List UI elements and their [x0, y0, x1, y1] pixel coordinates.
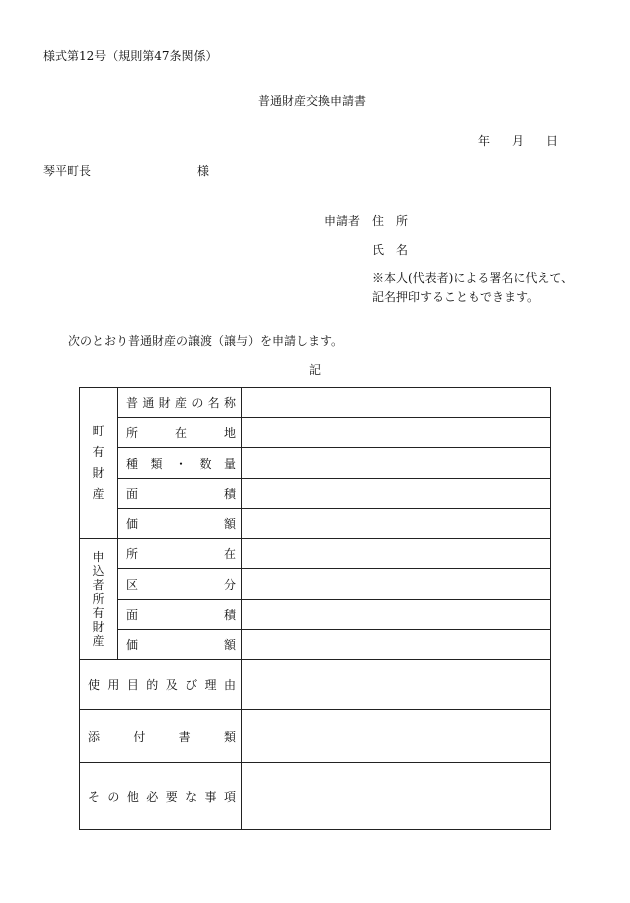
value-field[interactable]: [242, 569, 551, 600]
label-char: 的: [146, 678, 159, 692]
value-field[interactable]: [242, 388, 551, 418]
label-char: 理: [204, 678, 217, 692]
label-char: 称: [223, 396, 236, 410]
label-char: 在: [174, 426, 187, 440]
value-field[interactable]: [242, 630, 551, 660]
label-char: な: [185, 789, 198, 804]
row-label: [118, 509, 242, 539]
label-char: 分: [223, 577, 236, 592]
label-char: 産: [174, 396, 187, 410]
label-char: 額: [223, 638, 236, 652]
label-char: 種: [126, 456, 139, 471]
applicant-name-label: 氏 名: [372, 243, 409, 257]
label-char: 類: [150, 456, 163, 471]
value-field[interactable]: [242, 710, 551, 763]
group-char: 所: [92, 592, 105, 606]
group-char: 産: [92, 634, 105, 648]
label-char: び: [185, 678, 198, 692]
group-char: 有: [92, 445, 105, 459]
table-row: [80, 418, 551, 448]
label-char: 面: [126, 608, 139, 622]
row-label: [118, 418, 242, 448]
label-char: 価: [126, 517, 139, 531]
group-char: 財: [92, 620, 105, 634]
group-char: 有: [92, 606, 105, 620]
row-label: [118, 448, 242, 479]
group-label: [80, 539, 118, 660]
label-char: 通: [142, 396, 155, 410]
label-char: 価: [126, 638, 139, 652]
value-field[interactable]: [242, 418, 551, 448]
label-char: 目: [126, 678, 139, 692]
label-char: 積: [223, 608, 236, 622]
table-row: [80, 448, 551, 479]
label-char: の: [107, 789, 120, 804]
table-row: [80, 660, 551, 710]
label-char: 普: [126, 396, 139, 410]
row-label: [80, 710, 242, 763]
application-statement: 次のとおり普通財産の譲渡（譲与）を申請します。: [68, 334, 344, 348]
label-char: 必: [146, 789, 159, 804]
value-field[interactable]: [242, 763, 551, 830]
label-char: ・: [174, 456, 187, 471]
applicant-label: 申請者: [324, 214, 361, 228]
date-day-label: 日: [546, 134, 559, 148]
label-char: 書: [178, 729, 191, 744]
label-char: 項: [223, 789, 236, 804]
label-char: 地: [223, 426, 236, 440]
label-char: 量: [223, 456, 236, 471]
label-char: 他: [126, 789, 139, 804]
ki-heading: 記: [309, 363, 322, 377]
honorific: 様: [197, 164, 210, 178]
table-row: [80, 569, 551, 600]
label-char: そ: [88, 789, 101, 804]
label-char: 要: [165, 789, 178, 804]
row-label: [80, 660, 242, 710]
table-row: [80, 479, 551, 509]
table-row: [80, 763, 551, 830]
label-char: 用: [107, 678, 120, 692]
label-char: 財: [158, 396, 171, 410]
label-char: 面: [126, 487, 139, 501]
group-char: 込: [92, 564, 105, 578]
form-number: 様式第12号（規則第47条関係）: [43, 49, 218, 63]
date-year-label: 年: [478, 134, 491, 148]
group-char: 者: [92, 578, 105, 592]
table-row: [80, 388, 551, 418]
signature-note-line2: 記名押印することもできます。: [372, 290, 540, 304]
row-label: [80, 763, 242, 830]
date-month-label: 月: [512, 134, 525, 148]
group-char: 財: [92, 466, 105, 480]
label-char: 及: [165, 678, 178, 692]
label-char: 類: [223, 729, 236, 744]
label-char: 名: [207, 396, 220, 410]
value-field[interactable]: [242, 448, 551, 479]
label-char: 在: [223, 547, 236, 561]
value-field[interactable]: [242, 600, 551, 630]
row-label: [118, 569, 242, 600]
row-label: [118, 539, 242, 569]
application-table: [79, 387, 551, 830]
label-char: 所: [126, 547, 139, 561]
table-row: [80, 509, 551, 539]
table-row: [80, 600, 551, 630]
label-char: 積: [223, 487, 236, 501]
label-char: の: [191, 396, 204, 410]
table-row: [80, 539, 551, 569]
label-char: 数: [199, 456, 212, 471]
table-row: [80, 710, 551, 763]
row-label: [118, 630, 242, 660]
table-row: [80, 630, 551, 660]
value-field[interactable]: [242, 539, 551, 569]
label-char: 所: [126, 426, 139, 440]
value-field[interactable]: [242, 509, 551, 539]
group-label: [80, 388, 118, 539]
label-char: 由: [223, 678, 236, 692]
applicant-address-label: 住 所: [372, 214, 409, 228]
label-char: 使: [88, 678, 101, 692]
value-field[interactable]: [242, 660, 551, 710]
group-char: 申: [92, 550, 105, 564]
row-label: [118, 600, 242, 630]
row-label: [118, 388, 242, 418]
label-char: 事: [204, 789, 217, 804]
label-char: 添: [88, 729, 101, 744]
signature-note-line1: ※本人(代表者)による署名に代えて、: [372, 271, 574, 285]
label-char: 付: [133, 729, 146, 744]
addressee: 琴平町長: [43, 164, 92, 178]
group-char: 産: [92, 487, 105, 501]
label-char: 区: [126, 577, 139, 592]
value-field[interactable]: [242, 479, 551, 509]
label-char: 額: [223, 517, 236, 531]
document-title: 普通財産交換申請書: [258, 94, 367, 108]
row-label: [118, 479, 242, 509]
group-char: 町: [92, 424, 105, 438]
